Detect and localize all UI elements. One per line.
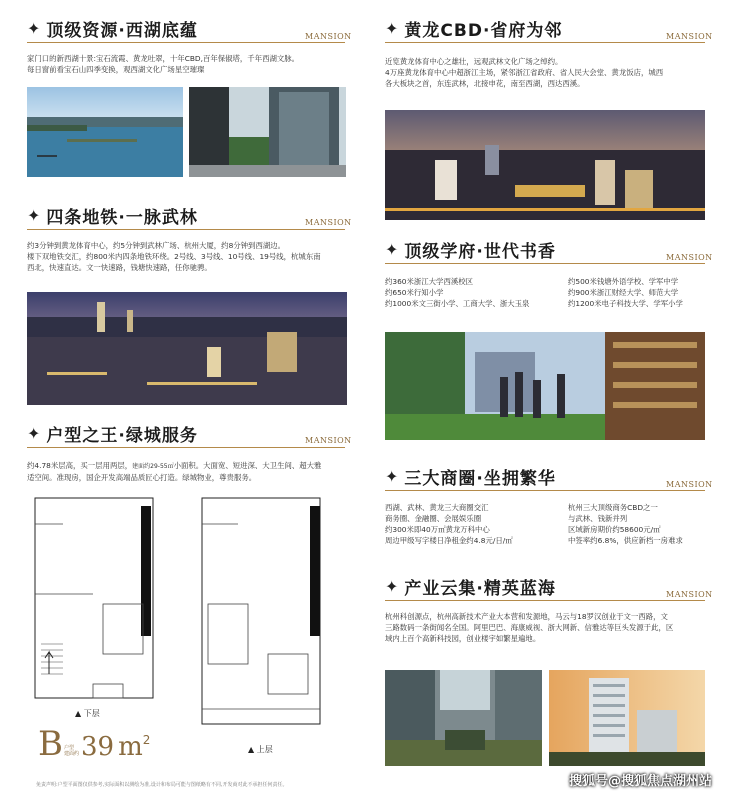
section-metro-title: 四条地铁·一脉武林 xyxy=(46,208,198,228)
shopping-list-right: 杭州三大顶级商务CBD之一 与武林、钱新并列 区域新房期价约58600元/㎡ 中签率约6.8%，供应新档一房难求 xyxy=(568,503,683,545)
section-resource-text: 家门口的新西湖十景:宝石流霞、黄龙吐翠，十年CBD,百年保俶塔，千年西湖文脉。 每日窗前看宝石山四季变换，观西湖文化广场星空璀璨 xyxy=(27,54,300,74)
brand-mark: MANSION xyxy=(666,480,713,489)
shopping-list-left: 西湖、武林、黄龙三大商圈交汇 商务圈、金融圈、会展娱乐圈 约300米即40万㎡黄龙万科中心 周边甲级写字楼日净租金约4.8元/日/㎡ xyxy=(385,503,513,545)
watermark: 搜狐号@搜狐焦点湖州站 xyxy=(569,774,713,789)
brand-mark: MANSION xyxy=(305,32,352,41)
divider xyxy=(385,42,705,43)
upper-floor-label: ▲ 上层 xyxy=(248,745,273,754)
section-metro-text: 约3分钟到黄龙体育中心，约5分钟到武林广场、杭州大厦，约8分钟到西湖边。 楼下双地铁交汇，约800米内四条地铁环绕。2号线、3号线、10号线、19号线，杭城东南 西北，快速直达。文一快速路，钱塘快速路，任你驰骋。 xyxy=(27,241,321,272)
lower-floor-label: ▲ 下层 xyxy=(75,709,100,718)
section-school-header xyxy=(385,237,556,262)
disclaimer: 免责声明:户型平面图仅供参考,实际面积以测绘为准,设计和布局可能与图纸略有不同,开发商对此不承担任何责任。 xyxy=(36,782,288,788)
divider xyxy=(385,600,705,601)
section-resource-header xyxy=(27,16,198,41)
divider xyxy=(27,42,345,43)
star-icon: ✦ xyxy=(27,19,41,38)
section-school-title: 顶级学府·世代书香 xyxy=(404,242,556,262)
lower-floor-plan xyxy=(33,494,158,709)
star-icon: ✦ xyxy=(27,424,41,443)
school-list-right: 约500米钱塘外语学校、学军中学 约900米浙江财经大学、师范大学 约1200米电子科技大学、学军小学 xyxy=(568,277,683,308)
section-industry-header xyxy=(385,574,556,599)
upper-floor-plan xyxy=(198,494,328,729)
brand-mark: MANSION xyxy=(666,590,713,599)
section-cbd-title: 黄龙CBD·省府为邻 xyxy=(404,21,563,41)
star-icon: ✦ xyxy=(27,206,41,225)
section-resource-title: 顶级资源·西湖底蕴 xyxy=(46,21,198,41)
section-cbd-text: 近览黄龙体育中心之雄壮，远观武林文化广场之绰约。 4万座黄龙体育中心中超浙江主场，紧邻浙江省政府、省人民大会堂、黄龙饭店，城西 各大板块之首，东连武林，北接申花，南至西湖，西达西溪。 xyxy=(385,57,664,88)
school-list-left: 约360米浙江大学西溪校区 约650米行知小学 约1000米文三街小学、工商大学、浙大玉泉 xyxy=(385,277,530,308)
section-shopping-header xyxy=(385,464,556,489)
brand-mark: MANSION xyxy=(666,32,713,41)
divider xyxy=(385,263,705,264)
section-metro-header xyxy=(27,203,198,228)
section-layout-title: 户型之王·绿城服务 xyxy=(46,426,198,446)
section-industry-text: 杭州科创源点，杭州高新技术产业大本营和发源地，马云与18罗汉创业于文一西路，文 三路数码一条街闻名全国。阿里巴巴、海康威视、浙大网新、信雅达等巨头发源于此，区 域内上百个高新科技园，创业楼宇如繁星遍地。 xyxy=(385,612,674,643)
students-photo xyxy=(385,332,705,440)
section-layout-text: 约4.78米层高，买一层用两层，建面约29-55㎡小面积。大面宽、短进深、大卫生间、超大雅 适空间。准现房，国企开发高端品质匠心打造。绿城物业，尊贵服务。 xyxy=(27,461,322,482)
section-cbd-header xyxy=(385,16,562,41)
brand-mark: MANSION xyxy=(305,436,352,445)
divider xyxy=(385,490,705,491)
office-building-photo xyxy=(549,670,705,766)
unit-type-label: B 户型 建面约 39 m 2 xyxy=(38,724,151,764)
section-industry-title: 产业云集·精英蓝海 xyxy=(404,579,556,599)
brand-mark: MANSION xyxy=(305,218,352,227)
west-lake-photo xyxy=(27,87,183,177)
brand-mark: MANSION xyxy=(666,253,713,262)
star-icon: ✦ xyxy=(385,240,399,259)
section-shopping-title: 三大商圈·坐拥繁华 xyxy=(404,469,556,489)
section-layout-header xyxy=(27,421,198,446)
cbd-night-photo xyxy=(385,110,705,220)
divider xyxy=(27,447,345,448)
star-icon: ✦ xyxy=(385,19,399,38)
tech-park-photo xyxy=(385,670,542,766)
star-icon: ✦ xyxy=(385,467,399,486)
city-tower-photo xyxy=(189,87,346,177)
star-icon: ✦ xyxy=(385,577,399,596)
divider xyxy=(27,229,345,230)
aerial-night-photo xyxy=(27,292,347,405)
